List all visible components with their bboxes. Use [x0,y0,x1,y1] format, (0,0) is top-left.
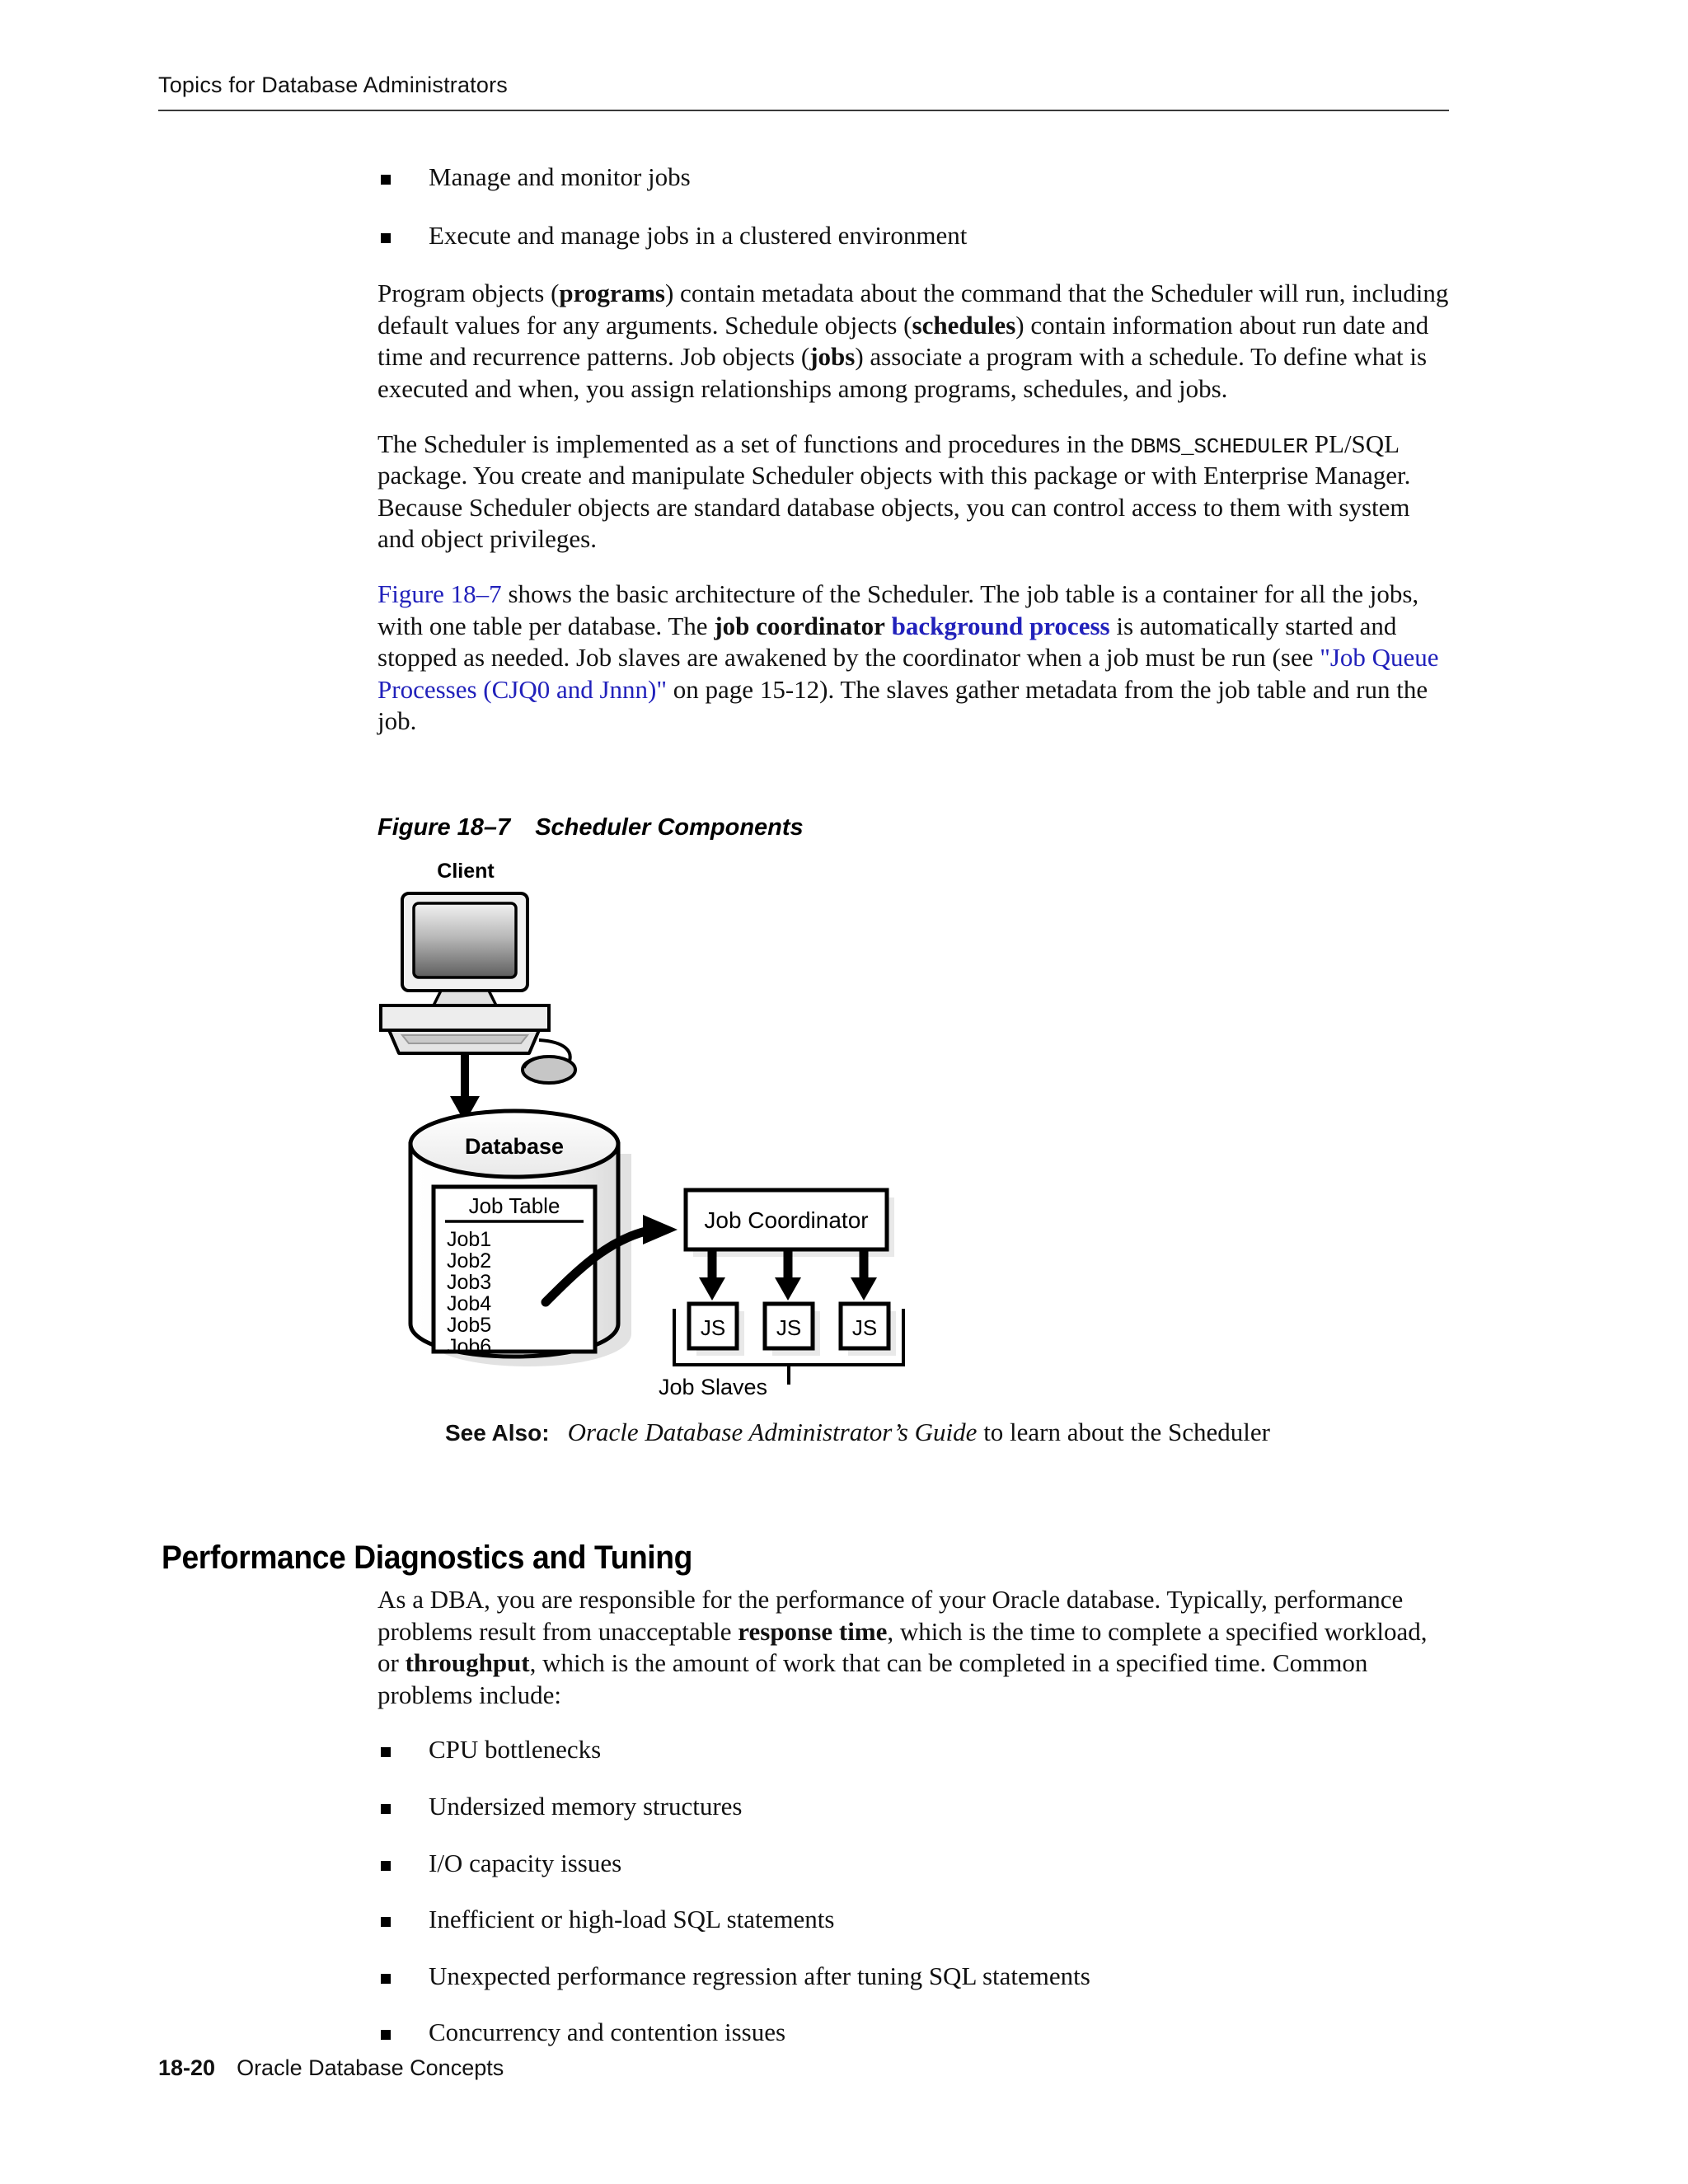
bullet-text: Manage and monitor jobs [429,162,691,191]
text-fragment: is automatically started and stopped as needed. Job slaves are awakened by the coordinator when a job must be run (see [377,611,1397,673]
header-divider [158,110,1449,111]
term-throughput: throughput [405,1648,530,1678]
see-also-note [445,1416,1319,1448]
job-slave-boxes [689,1304,896,1356]
job-slave-label: JS [700,1315,726,1340]
bullet-text: Undersized memory structures [429,1791,743,1821]
job-entry: Job6 [447,1335,492,1358]
figure-scheduler-components [363,857,973,1399]
figure-number: Figure 18–7 [377,814,511,841]
text-fragment: ) associate a program with a schedule. To define what is executed and when, you assign relationships among programs, schedules, and jobs. [377,342,1428,403]
header-title: Topics for Database Administrators [158,73,508,97]
text-fragment: The Scheduler is implemented as a set of functions and procedures in the [377,429,1131,458]
database-cylinder [410,1111,631,1366]
client-label: Client [437,860,495,883]
see-also-tail: to learn about the Scheduler [977,1418,1270,1446]
paragraph-architecture [377,579,1449,738]
footer-book-title: Oracle Database Concepts [237,2055,504,2080]
main-content-top [377,162,1449,761]
text-fragment: PL/SQL package. You create and manipulate Scheduler objects with this package or with Enterprise Manager. Because Scheduler objects are standard database objects, you can control access to them with system and object privileges. [377,429,1411,554]
scheduler-diagram [363,857,973,1385]
job-slave-label: JS [851,1315,878,1340]
text-fragment: shows the basic architecture of the Scheduler. The job table is a container for all the jobs, with one table per database. The [377,579,1419,640]
link-background-process[interactable]: background process [891,611,1110,640]
bullet-text: Concurrency and contention issues [429,2018,786,2047]
running-header [158,73,1449,111]
term-jobs: jobs [809,342,856,372]
code-dbms-scheduler: DBMS_SCHEDULER [1130,434,1309,459]
list-item [377,1734,1449,1766]
job-entry: Job5 [447,1314,492,1337]
job-entry: Job2 [447,1249,492,1272]
list-item [377,220,1449,252]
see-also-book-title: Oracle Database Administrator’s Guide [567,1418,978,1446]
bullet-text: I/O capacity issues [429,1848,622,1877]
term-job-coordinator: job coordinator [714,611,885,640]
job-slaves-label: Job Slaves [658,1375,768,1399]
bullet-text: Execute and manage jobs in a clustered environment [429,220,968,250]
database-label: Database [464,1134,565,1159]
page-footer [158,2055,504,2081]
bullet-text: Unexpected performance regression after tuning SQL statements [429,1961,1090,1990]
problem-bullet-list [377,1734,1449,2049]
main-content-bottom [377,1584,1449,2074]
paragraph-program-objects [377,278,1449,405]
text-fragment: , which is the time to complete a specified workload, or [377,1616,1428,1678]
job-table-label: Job Table [468,1193,560,1218]
figure-title: Scheduler Components [535,814,804,841]
client-computer-icon [381,893,575,1083]
bullet-text: CPU bottlenecks [429,1735,602,1765]
job-coordinator-box [686,1190,894,1257]
link-job-queue-processes[interactable]: "Job Queue Processes (CJQ0 and Jnnn)" [377,643,1439,704]
job-entry: Job3 [447,1271,492,1294]
job-entry: Job1 [447,1228,492,1251]
list-item [377,1848,1449,1880]
term-schedules: schedules [912,310,1016,340]
figure-caption [377,814,804,841]
text-fragment: ) contain metadata about the command that the Scheduler will run, including default values for any arguments. Schedule objects ( [377,279,1449,340]
term-programs: programs [559,279,665,308]
paragraph-implementation [377,429,1449,555]
text-fragment [885,612,892,640]
intro-bullet-list [377,162,1449,251]
list-item [377,162,1449,194]
bullet-text: Inefficient or high-load SQL statements [429,1905,835,1934]
see-also-label: See Also: [445,1420,550,1446]
term-response-time: response time [738,1616,888,1646]
paragraph-performance [377,1584,1449,1711]
job-entry: Job4 [447,1292,492,1315]
list-item [377,1904,1449,1936]
list-item [377,1791,1449,1823]
arrows-coordinator-to-slaves [699,1249,877,1301]
page-title: Performance Diagnostics and Tuning [162,1540,692,1576]
text-fragment: Program objects ( [377,279,560,308]
list-item [377,1961,1449,1993]
link-figure-18-7[interactable]: Figure 18–7 [377,579,502,608]
job-coordinator-label: Job Coordinator [704,1207,869,1233]
text-fragment: on page 15-12). The slaves gather metadata from the job table and run the job. [377,674,1428,736]
footer-page-number: 18-20 [158,2055,216,2080]
text-fragment: ) contain information about run date and time and recurrence patterns. Job objects ( [377,310,1429,372]
text-fragment: As a DBA, you are responsible for the performance of your Oracle database. Typically, performance problems result from unacceptable [377,1585,1404,1646]
list-item [377,2017,1449,2049]
text-fragment: , which is the amount of work that can be completed in a specified time. Common problems include: [377,1648,1368,1709]
job-slave-label: JS [776,1315,802,1340]
